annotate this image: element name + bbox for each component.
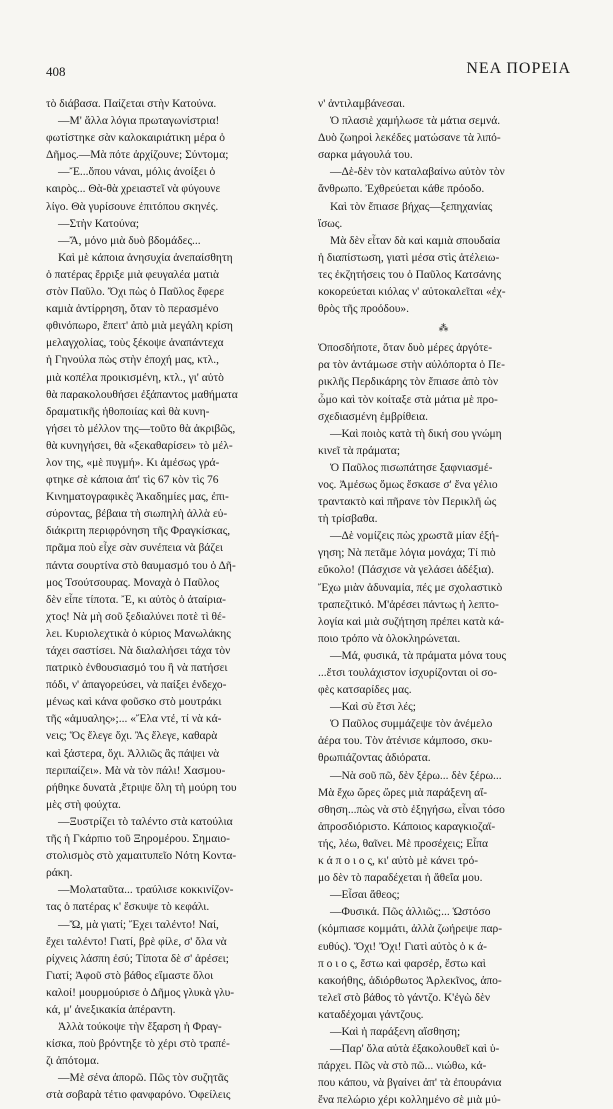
text-line: Δῆμος.—Μὰ πότε ἀρχίζουνε; Σύντομα; bbox=[46, 149, 229, 162]
text-line: —Στὴν Κατούνα; bbox=[58, 217, 140, 230]
text-line: στολισμὸς στὸ χαμαιτυπεῖο Νότη Κοντα- bbox=[46, 850, 237, 863]
text-line: ἡ διαπίστωση, γιατὶ μέσα στὶς ἀτέλειω- bbox=[318, 251, 500, 264]
left-column bbox=[46, 96, 300, 1105]
text-line: Ὁ πλασιὲ χαμήλωσε τὰ μάτια σεμνά. bbox=[330, 115, 501, 128]
text-line: π ο ι ο ς, ἔστω καὶ φαρσέρ, ἔστω καὶ bbox=[318, 957, 486, 970]
text-line: γήσει τὸ μέλλον της—τοῦτο θὰ ἀκριβῶς, bbox=[46, 422, 236, 435]
text-line: γηση; Νὰ πετᾶμε λόγια μονάχα; Τί πιὸ bbox=[318, 547, 496, 560]
page-number: 408 bbox=[46, 64, 66, 79]
text-line: κ ά π ο ι ο ς, κι' αὐτὸ μὲ κάνει τρό- bbox=[318, 855, 479, 868]
text-line: εὔκολο! (Πάσχισε νὰ γελάσει ἀδέξια). bbox=[318, 564, 494, 577]
text-line: Γιατί; Ἀφοῦ στὸ βάθος εἴμαστε ὅλοι bbox=[46, 969, 214, 982]
text-line: ἀέρα του. Τὸν ἀτένισε κάμποσο, σκυ- bbox=[318, 735, 493, 748]
text-line: —Ξυστρίζει τὸ ταλέντο στὰ κατούλια bbox=[58, 815, 233, 828]
text-line: σχεδιασμένη ἐμβρίθεια. bbox=[318, 410, 428, 423]
text-line: κά, μ' ἀνεξικακία ἀπέραντη. bbox=[46, 1003, 176, 1016]
text-line: τες ἐκζητήσεις του ὁ Παῦλος Κατσάνης bbox=[318, 268, 501, 281]
text-line: περιπαίζει». Μὰ νὰ τὸν πάλι! Χασμου- bbox=[46, 764, 226, 777]
text-line: —Μολαταῦτα... τραύλισε κοκκινίζον- bbox=[58, 884, 234, 897]
text-line: ἕνα πελώριο χέρι κολλημένο σὲ μιὰ μύ- bbox=[318, 1094, 501, 1107]
text-line: Μὰ ἔχω ὥρες ὥρες μιὰ παράξενη αἴ- bbox=[318, 786, 488, 799]
text-line: —Δὲ νομίζεις πὼς χρωστᾶ μίαν ἐξή- bbox=[330, 530, 500, 543]
text-line: λογία καὶ μιὰ συζήτηση πρέπει κατὰ κά- bbox=[318, 615, 504, 628]
text-line: πάρχει. Πῶς νὰ στὸ πῶ... νιώθω, κά- bbox=[318, 1060, 487, 1073]
text-line: διάκριτη περιφρόνηση τῆς Φραγκίσκας, bbox=[46, 525, 231, 538]
text-line: θρὸς τῆς προόδου». bbox=[318, 303, 410, 316]
text-line: μος Τσούτσουρας. Μοναχὰ ὁ Παῦλος bbox=[46, 576, 220, 589]
text-line: τραπεζιτικό. Μ'ἀρέσει πάντως ἡ λεπτο- bbox=[318, 598, 499, 611]
text-line: —Ὤ, μὰ γιατί; Ἔχει ταλέντο! Ναί, bbox=[58, 918, 219, 931]
text-line: Ὁ Παῦλος πισωπάτησε ξαφνιασμέ- bbox=[330, 461, 493, 474]
text-line: (κόμπιασε κομμάτι, ἀλλὰ ζωήρεψε παρ- bbox=[318, 923, 503, 936]
text-line: μιὰ κοπέλα προικισμένη, κτλ., γι' αὐτὸ bbox=[46, 371, 224, 384]
text-line: λίγο. Θὰ γυρίσουνε ἐπιτόπου σκηνές. bbox=[46, 200, 219, 213]
text-line: σύροντας, βέβαια τὴ σιωπηλὴ ἀλλὰ εὐ- bbox=[46, 508, 228, 521]
text-line: ζι ἀπότομα. bbox=[46, 1055, 100, 1068]
text-line: —Μ' ἄλλα λόγια πρωταγωνίστρια! bbox=[58, 115, 220, 128]
text-line: ἄνθρωπο. Ἐχθρεύεται κάθε πρόοδο. bbox=[318, 183, 485, 196]
text-line: ρήθηκε δυνατὰ ,ἔτριψε ὅλη τὴ μούρη του bbox=[46, 781, 237, 794]
text-line: —Δὲ-δὲν τὸν καταλαβαίνω αὐτὸν τὸν bbox=[330, 166, 505, 179]
right-column-top-text bbox=[318, 96, 570, 318]
text-line: ρα τὸν ἀντάμωσε στὴν αὐλόπορτα ὁ Πε- bbox=[318, 359, 505, 372]
text-line: θὰ παρακολουθήσει ἐξάπαντος μαθήματα bbox=[46, 388, 238, 401]
text-line: δὲν εἶπε τίποτα. Ἔ, κι αὐτὸς ὁ ἀταίρια- bbox=[46, 593, 226, 606]
text-line: τάχει σαστίσει. Νὰ διαλαλήσει τάχα τὸν bbox=[46, 645, 231, 657]
text-line: χτος! Νὰ μὴ σοῦ ξεδιαλύνει ποτὲ τὶ θέ- bbox=[46, 610, 226, 623]
text-line: ἴσως. bbox=[318, 217, 343, 230]
text-line: —Νὰ σοῦ πῶ, δὲν ξέρω... δὲν ξέρω... bbox=[330, 769, 502, 782]
text-line: Ἔχω μιὰν ἀδυναμία, πές με σχολαστικὸ bbox=[318, 581, 503, 594]
text-line: ἀπροσδιόριστο. Κάποιος καραγκιοζαϊ- bbox=[318, 820, 496, 833]
text-line: ...ἔτσι τουλάχιστον ἰσχυρίζονται οἱ σο- bbox=[318, 667, 498, 679]
text-line: στὰ σοβαρὰ τέτιο φανφαρόνο. Ὀφείλεις bbox=[46, 1089, 231, 1102]
text-line: πόδι, ν' ἀπαγορεύσει, νὰ παίξει ἐνδεχο- bbox=[46, 679, 227, 692]
text-line: φθινόπωρο, ἔπειτ' ἀπὸ μιὰ μεγάλη κρίση bbox=[46, 320, 233, 333]
text-line: τῆς «ἀμυαλης»;... «Ἔλα ντέ, τί νὰ κά- bbox=[46, 713, 222, 726]
text-line: —Καὶ ἡ παράξενη αἴσθηση; bbox=[330, 1025, 461, 1038]
text-line: κίσκα, ποὺ βρόντηξε τὸ χέρι στὸ τραπέ- bbox=[46, 1038, 230, 1051]
text-line: ράκη. bbox=[46, 867, 73, 880]
text-line: Ὁποσδήποτε, ὅταν δυὸ μέρες ἀργότε- bbox=[318, 342, 493, 355]
text-line: Δυὸ ζωηροὶ λεκέδες ματώσανε τὰ λιπό- bbox=[318, 132, 501, 145]
text-line: λει. Κυριολεχτικὰ ὁ κύριος Μανωλάκης bbox=[46, 627, 231, 640]
text-line: Ὁ Παῦλος συμμάζεψε τὸν ἀνέμελο bbox=[330, 718, 493, 731]
section-separator: ⁂ bbox=[438, 323, 450, 335]
text-line: τὴ τρίσβαθα. bbox=[318, 513, 378, 526]
text-line: μένως καὶ κάνα φοῦσκο στὸ μουτράκι bbox=[46, 696, 222, 709]
text-line: ν' ἀντιλαμβάνεσαι. bbox=[318, 98, 405, 110]
text-line: τελεῖ στὸ βάθος τὸ γάντζο. Κ'ἐγὼ δὲν bbox=[318, 991, 491, 1004]
right-column bbox=[318, 96, 570, 1109]
text-line: κοκορεύεται κιόλας ν' αὐτοκαλεῖται «ἐχ- bbox=[318, 286, 506, 299]
text-line: κακοήθης, ἀδιόρθωτος Ἀρλεκῖνος, ἀπο- bbox=[318, 974, 502, 987]
text-line: ρίχνεις λάσπη ἐσύ; Τίποτα δὲ σ' ἀρέσει; bbox=[46, 952, 229, 965]
text-line: —Καὶ σὺ ἔτσι λές; bbox=[330, 701, 416, 714]
text-line: μελαγχολίας, τοὺς ξέκοψε ἀναπάντεχα bbox=[46, 337, 224, 350]
text-line: —Παρ' ὅλα αὐτὰ ἐξακολουθεῖ καὶ ὑ- bbox=[330, 1043, 500, 1056]
text-line: σθηση...πὼς νὰ στὸ ἐξηγήσω, εἶναι τόσο bbox=[318, 803, 505, 816]
text-line: νος. Ἀμέσως ὅμως ἔσκασε σ' ἕνα γέλιο bbox=[318, 478, 498, 491]
text-line: Μὰ δὲν εἶταν δὰ καὶ καμιὰ σπουδαία bbox=[330, 234, 500, 247]
text-line: τὸ διάβασα. Παίζεται στὴν Κατούνα. bbox=[46, 98, 217, 110]
text-line: θὰ κυνηγήσει, θὰ «ξεκαθαρίσει» τὸ μέλ- bbox=[46, 439, 233, 452]
text-line: τραντακτὸ καὶ πῆρανε τὸν Περικλῆ ὡς bbox=[318, 496, 497, 509]
text-line: φὲς κατσαρίδες μας. bbox=[318, 684, 412, 697]
text-line: τας ὁ πατέρας κ' ἔσκυψε τὸ κεφάλι. bbox=[46, 901, 210, 914]
text-line: κινεῖ τὰ πράματα; bbox=[318, 444, 401, 457]
text-line: πατρικὸ ἐνθουσιασμό του ἢ νὰ πατήσει bbox=[46, 662, 228, 675]
text-line: καλοί! μουρμούρισε ὁ Δῆμος γλυκὰ γλυ- bbox=[46, 986, 235, 999]
text-line: Καὶ τὸν ἔπιασε βήχας—ξεπηχανίας bbox=[330, 200, 493, 213]
text-line: δραματικῆς ἠθοποιίας καὶ θὰ κυνη- bbox=[46, 405, 210, 418]
journal-title: ΝΕΑ ΠΟΡΕΙΑ bbox=[466, 60, 571, 77]
text-line: ευθύς). Ὄχι! Ὄχι! Γιατὶ αὐτὸς ὁ κ ά- bbox=[318, 940, 487, 953]
text-line: ὦμο καὶ τὸν κοίταξε στὰ μάτια μὲ προ- bbox=[318, 393, 498, 406]
text-line: ποιο τρόπο νὰ ὁλοκληρώνεται. bbox=[318, 632, 461, 645]
text-line: Καὶ μὲ κάποια ἀνησυχία ἀνεπαίσθητη bbox=[58, 251, 233, 264]
text-line: τής, λέω, θαῖνει. Μὲ προσέχεις; Εἶπα bbox=[318, 837, 489, 850]
text-line: —Φυσικά. Πῶς ἀλλιῶς;... Ὡστόσο bbox=[330, 906, 491, 919]
text-line: μὲς στὴ φούχτα. bbox=[46, 798, 121, 811]
text-line: —Ἄ, μόνο μιὰ δυὸ βδομάδες... bbox=[58, 234, 201, 247]
text-line: πρᾶμα ποὺ εἶχε σὰν συνέπεια νὰ βάζει bbox=[46, 542, 224, 555]
page-header bbox=[40, 60, 573, 82]
text-line: μο δὲν τὸ παραδέχεται ἡ ἄθεΐα μου. bbox=[318, 872, 483, 885]
text-line: θρωπιάζοντας ἀδιόρατα. bbox=[318, 752, 431, 765]
text-line: ἡ Γηνούλα πὼς στὴν ἐποχή μας, κτλ., bbox=[46, 354, 219, 367]
text-line: —Μὲ σένα ἀπορῶ. Πῶς τὸν συζητᾶς bbox=[58, 1072, 229, 1085]
text-line: τῆς ἡ Γκάρπιο τοῦ Ξηρομέρου. Σημαιο- bbox=[46, 833, 230, 846]
text-line: —Εἶσαι ἄθεος; bbox=[330, 889, 400, 902]
text-line: —Μά, φυσικά, τὰ πράματα μόνα τους bbox=[330, 649, 507, 662]
text-line: καὶ ξάστερα, ὄχι. Ἀλλιῶς ἂς πάψει νὰ bbox=[46, 747, 220, 760]
text-line: καταδέχομαι γάντζους. bbox=[318, 1008, 424, 1021]
text-line: φωτίστηκε σὰν καλοκαιριάτικη μέρα ὁ bbox=[46, 132, 226, 145]
text-line: σαρκα μάγουλά του. bbox=[318, 149, 413, 162]
text-line: —Καὶ ποιὸς κατὰ τὴ δική σου γνώμη bbox=[330, 427, 502, 440]
text-line: πάντα σουρτίνα στὸ θαυμασμό του ὁ Δῆ- bbox=[46, 559, 236, 572]
text-line: που κάπου, νὰ βγαίνει ἀπ' τὰ ἐπουράνια bbox=[318, 1077, 502, 1090]
text-line: νεις; Ὅς ἔλεγε ὄχι. Ἂς ἔλεγε, καθαρὰ bbox=[46, 730, 218, 743]
text-line: στὸν Παῦλο. Ὄχι πὼς ὁ Παῦλος ἔφερε bbox=[46, 286, 225, 299]
text-line: καμιὰ ἀντίρρηση, ὅταν τὸ περασμένο bbox=[46, 303, 219, 316]
text-line: φτηκε σὲ κάποια ἀπ' τὶς 67 κὸν τὶς 76 bbox=[46, 474, 219, 487]
text-line: —Ἔ...ὅπου νάναι, μόλις ἀνοίξει ὁ bbox=[58, 166, 216, 179]
text-line: Ἀλλὰ τούκοψε τὴν ἔξαρση ἡ Φραγ- bbox=[58, 1021, 222, 1034]
text-line: Κινηματογραφικὲς Ἀκαδημίες μας, ἐπι- bbox=[46, 491, 229, 504]
text-line: ὁ πατέρας ἔρριξε μιὰ φευγαλέα ματιὰ bbox=[46, 268, 219, 281]
text-line: ρικλῆς Περδικάρης τὸν ἔπιασε ἀπὸ τὸν bbox=[318, 376, 499, 389]
right-column-bottom-text bbox=[318, 340, 570, 1109]
text-line: ἔχει ταλέντο! Γιατί, βρὲ φίλε, σ' ὅλα νὰ bbox=[46, 935, 227, 948]
text-line: λον της, «μὲ πυγμή». Κι ἀμέσως γρά- bbox=[46, 456, 220, 469]
text-line: καιρὸς... Θὰ-θὰ χρειαστεῖ νὰ φύγουνε bbox=[46, 183, 221, 196]
